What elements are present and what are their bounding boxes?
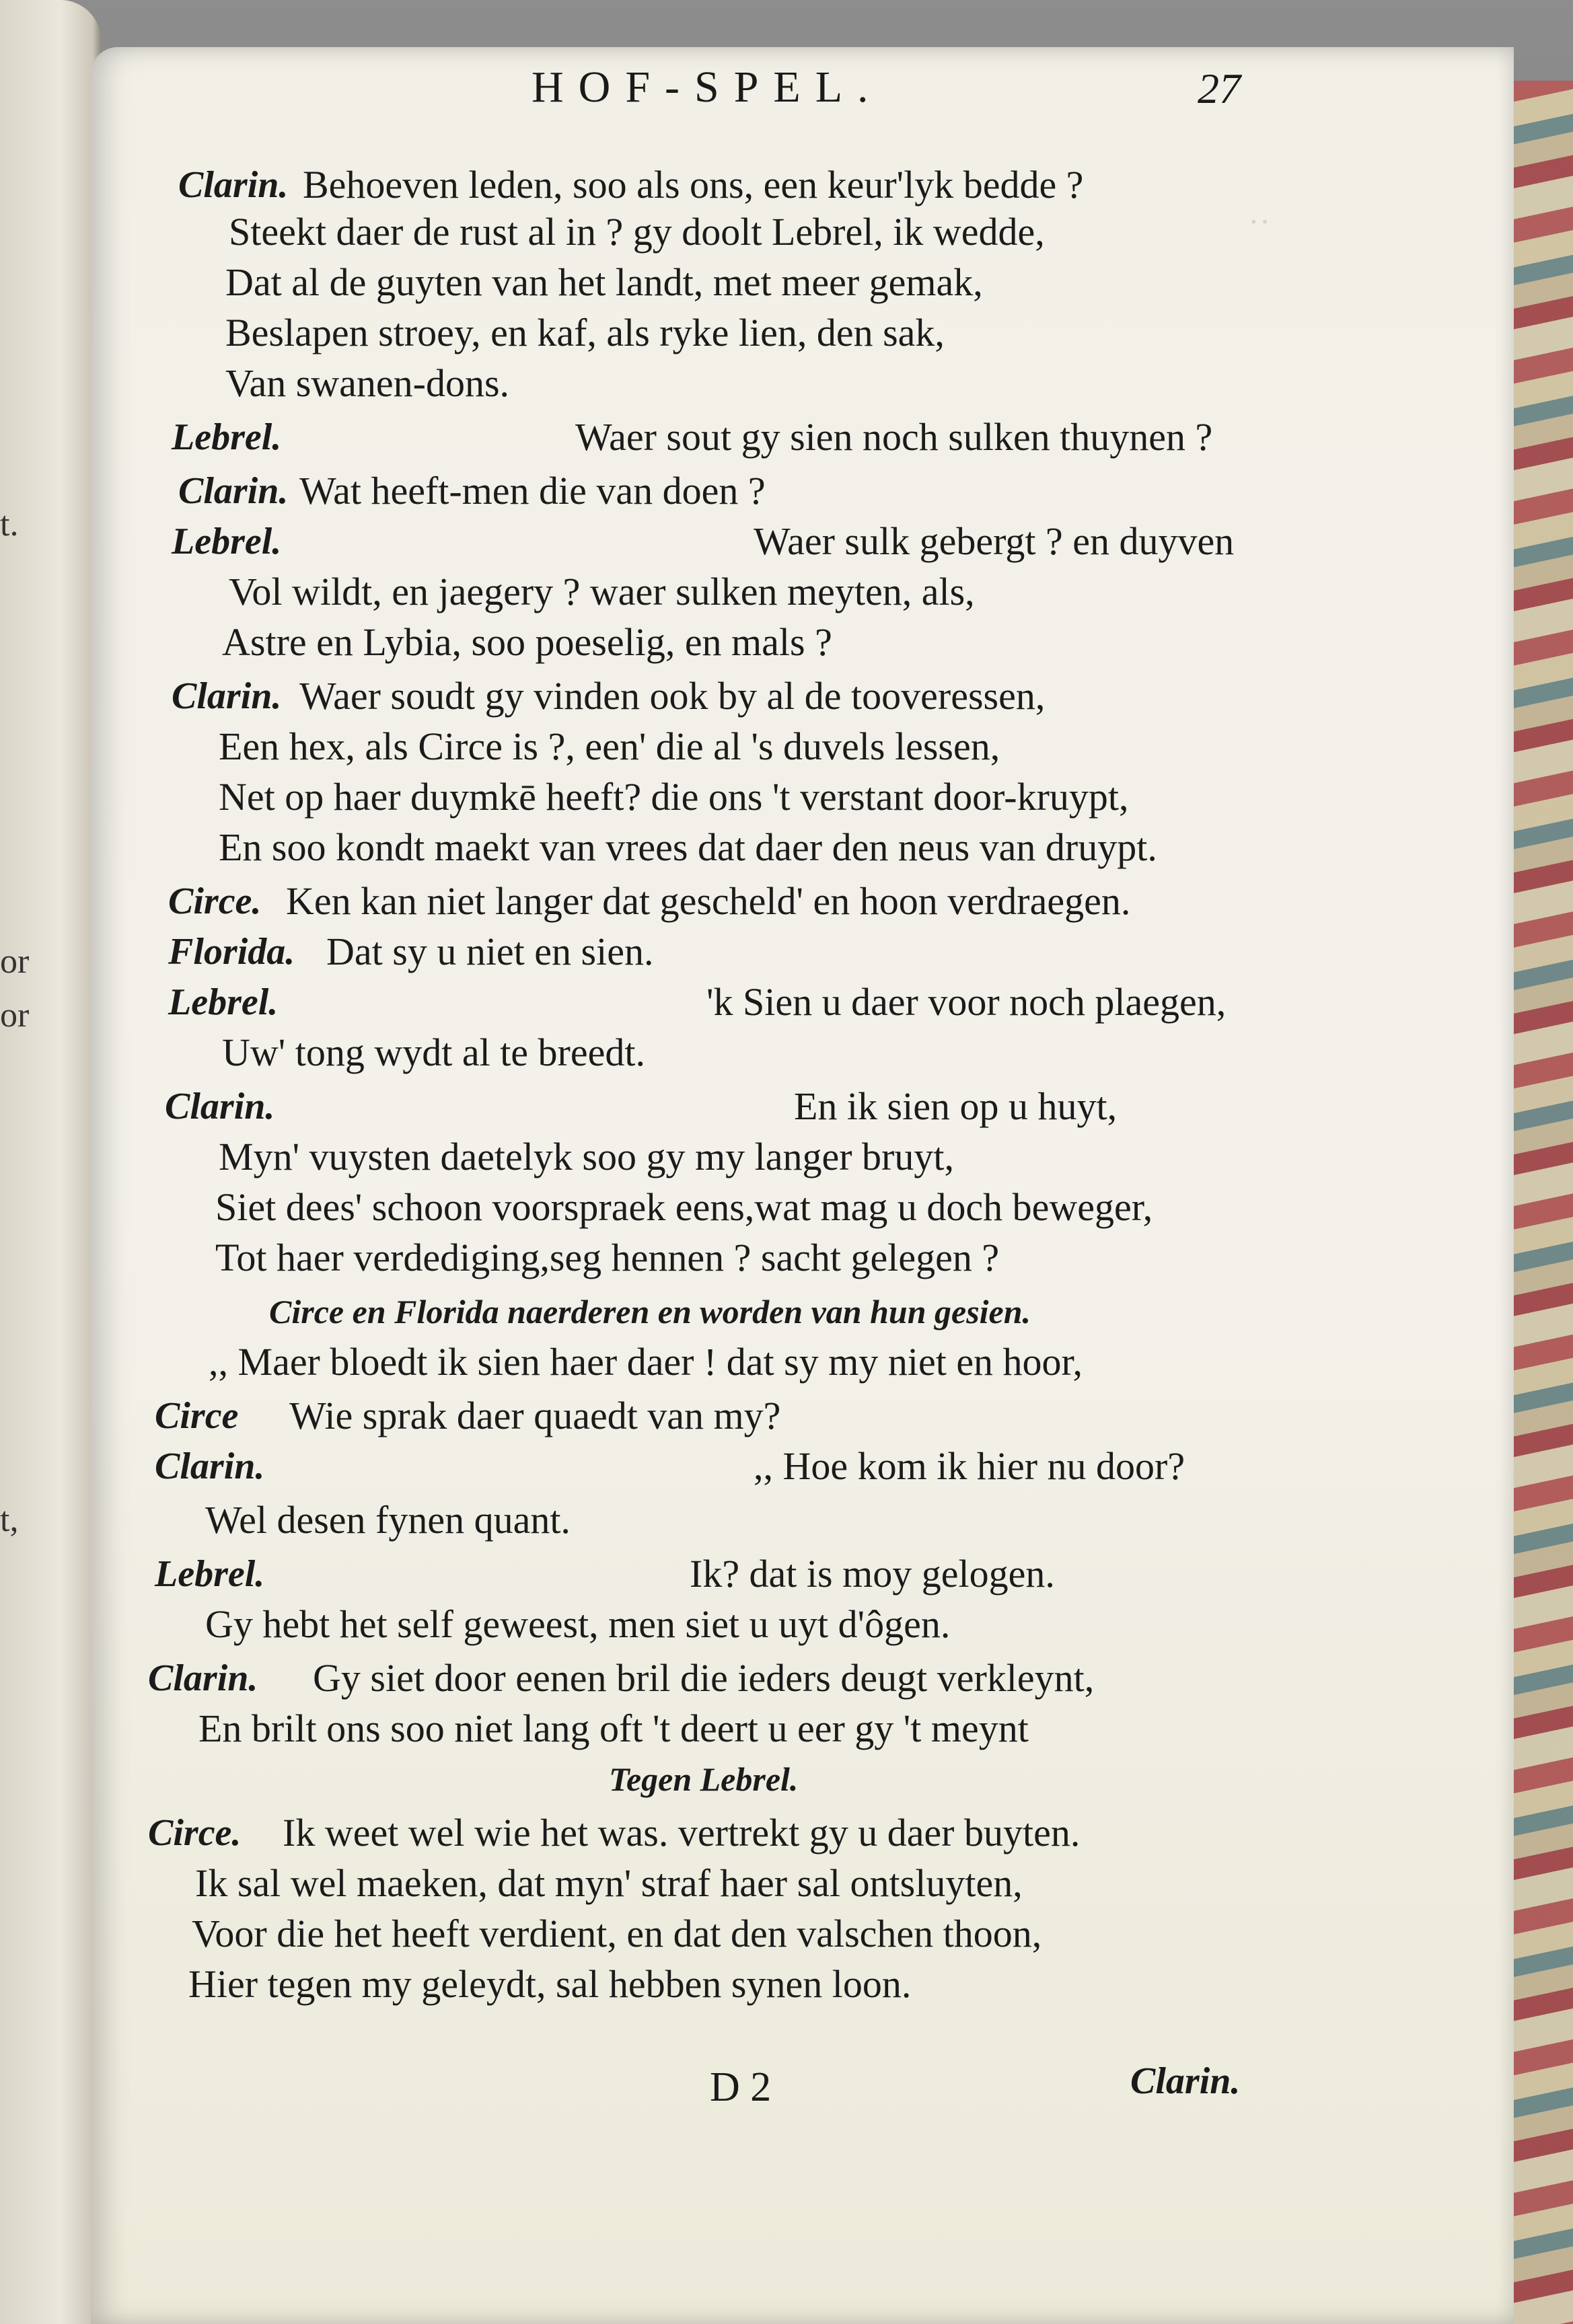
verse-line: Van swanen-dons. xyxy=(225,361,510,405)
speaker-name: Lebrel. xyxy=(155,1553,265,1595)
page-number: 27 xyxy=(1198,65,1241,112)
verse-line: Voor die het heeft verdient, en dat den valschen thoon, xyxy=(192,1912,1042,1955)
verse-line: Beslapen stroey, en kaf, als ryke lien, den sak, xyxy=(225,311,945,354)
speaker-name: Lebrel. xyxy=(172,416,282,458)
verse-line: Myn' vuysten daetelyk soo gy my langer bruyt, xyxy=(219,1135,954,1178)
running-head: HOF-SPEL. xyxy=(532,63,883,112)
speaker-name: Circe. xyxy=(168,880,262,922)
speaker-name: Florida. xyxy=(168,931,295,973)
stage-direction: Tegen Lebrel. xyxy=(609,1760,799,1798)
verse-line: ,, Maer bloedt ik sien haer daer ! dat sy my niet en hoor, xyxy=(209,1340,1083,1384)
verse-line: Astre en Lybia, soo poeselig, en mals ? xyxy=(222,620,832,664)
left-page-fragment: or xyxy=(0,942,30,981)
verse-line: Siet dees' schoon voorspraek eens,wat mag u doch beweger, xyxy=(215,1185,1153,1229)
verse-line: Wat heeft-men die van doen ? xyxy=(299,469,766,513)
speaker-name: Clarin. xyxy=(165,1086,275,1127)
verse-line: Een hex, als Circe is ?, een' die al 's duvels lessen, xyxy=(219,724,1000,768)
verse-line: Wie sprak daer quaedt van my? xyxy=(289,1394,781,1437)
speaker-name: Clarin. xyxy=(178,470,289,512)
stage-direction: Circe en Florida naerderen en worden van hun gesien. xyxy=(269,1293,1031,1330)
speaker-name: Clarin. xyxy=(148,1657,258,1699)
verse-line: Tot haer verdediging,seg hennen ? sacht gelegen ? xyxy=(215,1236,1000,1279)
speaker-name: Lebrel. xyxy=(168,981,279,1023)
speaker-name: Clarin. xyxy=(155,1446,265,1487)
speaker-name: Lebrel. xyxy=(172,521,282,562)
left-page-edge xyxy=(0,0,101,2324)
verse-line: Gy siet door eenen bril die ieders deugt verkleynt, xyxy=(313,1656,1095,1700)
speaker-name: Circe xyxy=(155,1395,239,1437)
left-page-fragment: t, xyxy=(0,1501,19,1539)
verse-line: Waer sulk gebergt ? en duyven xyxy=(754,519,1235,563)
verse-line: Ik weet wel wie het was. vertrekt gy u daer buyten. xyxy=(283,1811,1081,1854)
verse-line: Hier tegen my geleydt, sal hebben synen loon. xyxy=(188,1962,912,2006)
verse-line: Behoeven leden, soo als ons, een keur'lyk bedde ? xyxy=(303,163,1084,207)
verse-line: Gy hebt het self geweest, men siet u uyt d'ôgen. xyxy=(205,1602,951,1646)
book-page: ·· xyxy=(91,47,1514,2324)
speaker-name: Clarin. xyxy=(178,164,289,206)
verse-line: En brilt ons soo niet lang oft 't deert u eer gy 't meynt xyxy=(198,1707,1029,1750)
left-page-fragment: t. xyxy=(0,505,19,543)
verse-line: Steekt daer de rust al in ? gy doolt Lebrel, ik wedde, xyxy=(229,210,1045,254)
speaker-name: Circe. xyxy=(148,1812,242,1854)
verse-line: Net op haer duymkē heeft? die ons 't verstant door-kruypt, xyxy=(219,775,1129,819)
verse-line: 'k Sien u daer voor noch plaegen, xyxy=(706,980,1227,1024)
left-page-fragment: or xyxy=(0,996,30,1035)
verse-line: ,, Hoe kom ik hier nu door? xyxy=(754,1444,1185,1488)
verse-line: Vol wildt, en jaegery ? waer sulken meyten, als, xyxy=(229,570,975,613)
verse-line: Wel desen fynen quant. xyxy=(205,1498,571,1542)
verse-line: Waer sout gy sien noch sulken thuynen ? xyxy=(575,415,1213,459)
verse-line: Waer soudt gy vinden ook by al de tooveressen, xyxy=(299,674,1046,718)
verse-line: Dat sy u niet en sien. xyxy=(326,930,654,973)
speaker-name: Clarin. xyxy=(172,675,282,717)
catchword: Clarin. xyxy=(1130,2060,1241,2102)
verse-line: Ik sal wel maeken, dat myn' straf haer sal ontsluyten, xyxy=(195,1861,1023,1905)
signature-mark: D 2 xyxy=(710,2064,772,2110)
verse-line: Ik? dat is moy gelogen. xyxy=(690,1552,1055,1596)
verse-line: Dat al de guyten van het landt, met meer gemak, xyxy=(225,260,983,304)
verse-line: En ik sien op u huyt, xyxy=(794,1084,1118,1128)
verse-line: Uw' tong wydt al te breedt. xyxy=(222,1030,645,1074)
verse-line: Ken kan niet langer dat gescheld' en hoon verdraegen. xyxy=(286,879,1131,923)
verse-line: En soo kondt maekt van vrees dat daer den neus van druypt. xyxy=(219,825,1157,869)
